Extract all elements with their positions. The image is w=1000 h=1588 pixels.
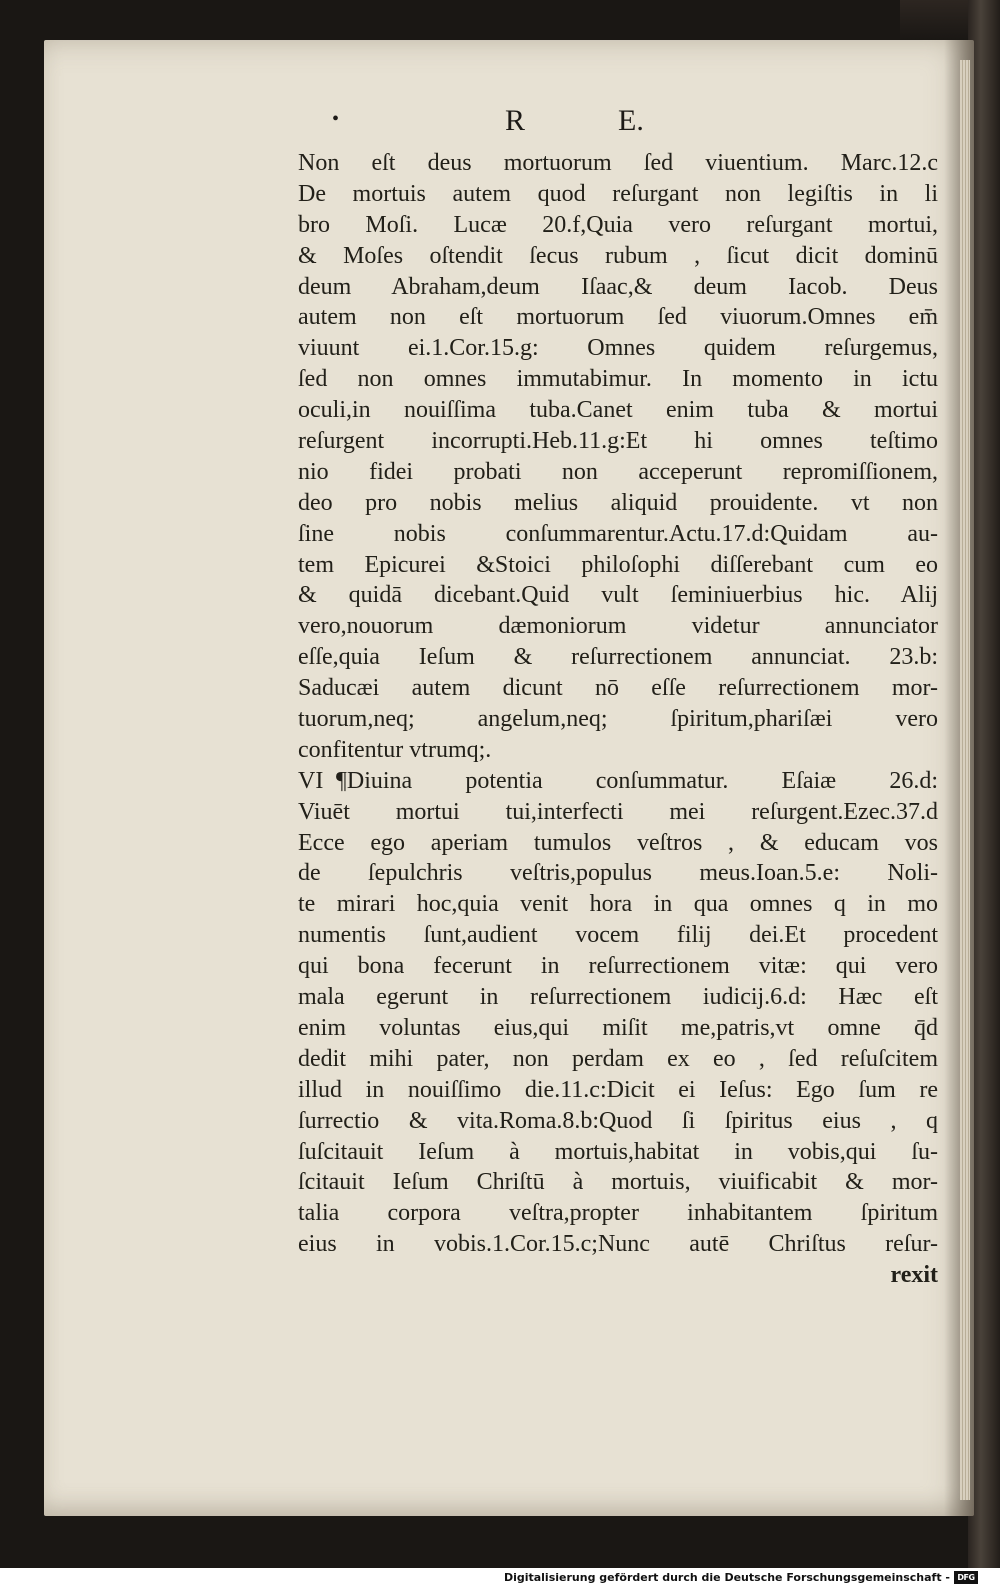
text-line: ſed non omnes immutabimur. In momento in ictu	[298, 366, 938, 393]
header-right-letter: E.	[618, 104, 644, 137]
text-line: deo pro nobis melius aliquid prouidente. vt non	[298, 489, 938, 516]
text-line: eius in vobis.1.Cor.15.c;Nunc autē Chriſtus reſur-	[298, 1231, 938, 1258]
text-line: Saducæi autem dicunt nō eſſe reſurrectionem mor-	[298, 675, 938, 702]
header-mark: •	[332, 108, 340, 130]
digitization-footer	[0, 1568, 1000, 1588]
text-line: nio fidei probati non acceperunt repromiſſionem,	[298, 458, 938, 485]
section-first-line	[298, 766, 938, 797]
text-line: viuunt ei.1.Cor.15.g: Omnes quidem reſurgemus,	[298, 335, 938, 362]
text-line: ſine nobis conſummarentur.Actu.17.d:Quidam au-	[298, 520, 938, 547]
text-line: talia corpora veſtra,propter inhabitantem ſpiritum	[298, 1200, 938, 1227]
funding-credit: Digitalisierung gefördert durch die Deutsche Forschungsgemeinschaft -	[503, 1571, 950, 1584]
text-line: tem Epicurei &Stoici philoſophi diſſerebant cum eo	[298, 551, 938, 578]
book-top-edge	[900, 0, 968, 40]
text-line: eſſe,quia Ieſum & reſurrectionem annunciat. 23.b:	[298, 644, 938, 671]
text-line: te mirari hoc,quia venit hora in qua omnes q in mo	[298, 891, 938, 918]
text-line: confitentur vtrumq;.	[298, 736, 492, 763]
text-line: Non eſt deus mortuorum ſed viuentium. Marc.12.c	[298, 150, 938, 176]
text-line: Viuēt mortui tui,interfecti mei reſurgent.Ezec.37.d	[298, 798, 938, 825]
catchword: rexit	[890, 1262, 938, 1289]
text-line: ſuſcitauit Ieſum à mortuis,habitat in vobis,qui ſu-	[298, 1138, 938, 1165]
text-line: enim voluntas eius,qui miſit me,patris,vt omne q̄d	[298, 1014, 938, 1041]
text-line: oculi,in nouiſſima tuba.Canet enim tuba & mortui	[298, 397, 938, 424]
text-line: & Moſes oſtendit ſecus rubum , ſicut dicit dominū	[298, 242, 938, 269]
text-line: vero,nouorum dæmoniorum videtur annunciator	[298, 613, 938, 640]
text-line: reſurgent incorrupti.Heb.11.g:Et hi omnes teſtimo	[298, 428, 938, 455]
text-line: ſurrectio & vita.Roma.8.b:Quod ſi ſpiritus eius , q	[298, 1107, 938, 1134]
text-line: deum Abraham,deum Iſaac,& deum Iacob. Deus	[298, 273, 938, 300]
text-line: illud in nouiſſimo die.11.c:Dicit ei Ieſus: Ego ſum re	[298, 1076, 938, 1103]
text-line: mala egerunt in reſurrectionem iudicij.6.d: Hæc eſt	[298, 984, 938, 1011]
section-number: VI	[298, 767, 324, 794]
text-line: & quidā dicebant.Quid vult ſeminiuerbius hic. Alij	[298, 582, 938, 609]
body-text	[298, 148, 938, 1291]
text-line: numentis ſunt,audient vocem filij dei.Et procedent	[298, 922, 938, 949]
dfg-logo-icon: DFG	[954, 1571, 978, 1584]
text-line: ſcitauit Ieſum Chriſtū à mortuis, viuificabit & mor-	[298, 1169, 938, 1196]
running-header	[300, 104, 720, 144]
text-line: autem non eſt mortuorum ſed viuorum.Omnes em̄	[298, 304, 938, 331]
page-stack-edges	[960, 60, 970, 1500]
text-line: qui bona fecerunt in reſurrectionem vitæ: qui vero	[298, 953, 938, 980]
header-left-letter: R	[505, 104, 526, 137]
text-line: bro Moſi. Lucæ 20.f,Quia vero reſurgant mortui,	[298, 211, 938, 238]
text-line: de ſepulchris veſtris,populus meus.Ioan.5.e: Noli-	[298, 860, 938, 887]
text-line: Ecce ego aperiam tumulos veſtros , & educam vos	[298, 829, 938, 856]
text-line: dedit mihi pater, non perdam ex eo , ſed reſuſcitem	[298, 1045, 938, 1072]
text-line: De mortuis autem quod reſurgant non legiſtis in li	[298, 180, 938, 207]
section-heading: ¶Diuina potentia conſummatur. Eſaiæ 26.d:	[336, 767, 938, 794]
text-line: tuorum,neq; angelum,neq; ſpiritum,phariſæi vero	[298, 706, 938, 733]
